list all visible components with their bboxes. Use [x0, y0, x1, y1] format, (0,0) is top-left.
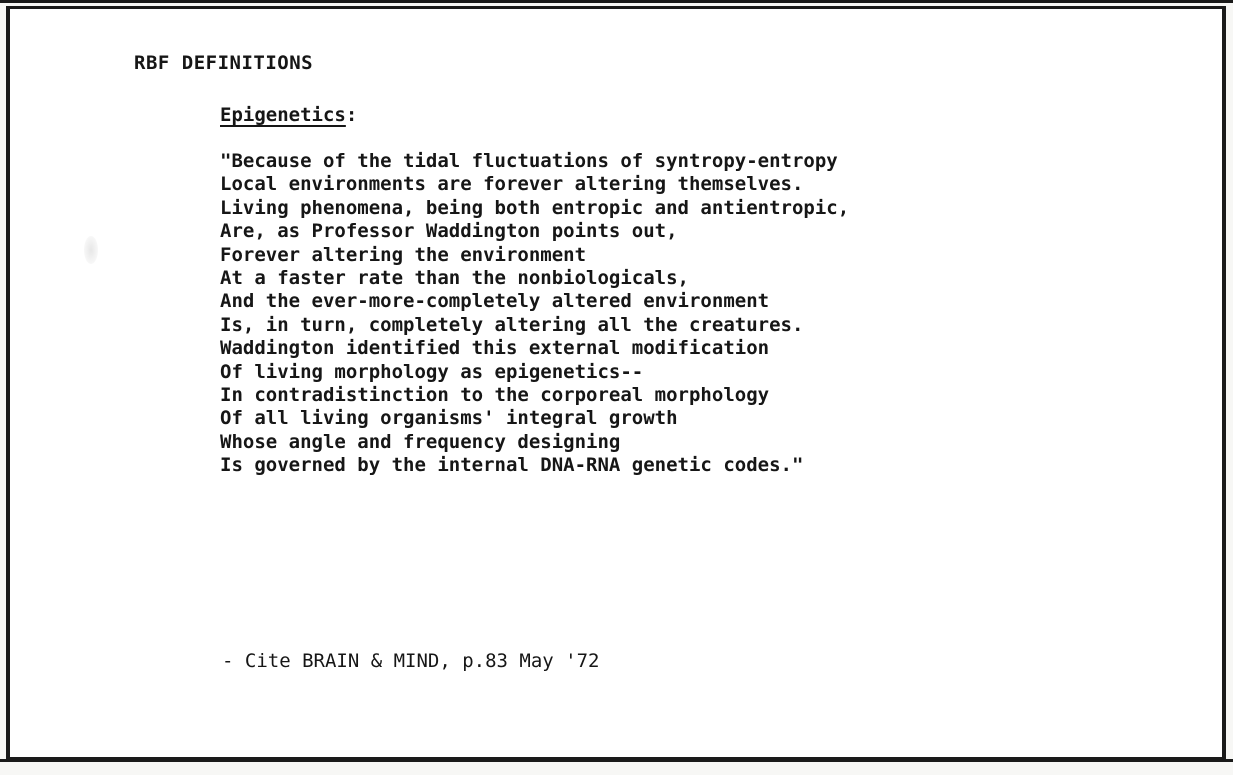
quote-line: Of living morphology as epigenetics-- [220, 360, 644, 383]
quote-line: Living phenomena, being both entropic and antientropic, [220, 196, 850, 219]
top-border-rule [0, 0, 1233, 3]
term-word: Epigenetics [220, 104, 346, 126]
definition-quote [220, 150, 849, 478]
quote-line: Is governed by the internal DNA-RNA genetic codes." [220, 454, 804, 477]
quote-line: Whose angle and frequency designing [220, 430, 621, 453]
paper-smudge [84, 236, 98, 264]
bottom-border-rule [0, 759, 1233, 762]
quote-line: Is, in turn, completely altering all the creatures. [220, 313, 804, 336]
quote-line: Are, as Professor Waddington points out, [220, 220, 678, 243]
quote-line: In contradistinction to the corporeal morphology [220, 384, 770, 407]
quote-line: Waddington identified this external modification [220, 337, 770, 360]
quote-line: At a faster rate than the nonbiologicals, [220, 267, 689, 290]
quote-line: "Because of the tidal fluctuations of syntropy-entropy [220, 150, 838, 172]
citation-line: - Cite BRAIN & MIND, p.83 May '72 [222, 650, 600, 672]
page-header: RBF DEFINITIONS [134, 52, 314, 74]
term-colon: : [345, 104, 358, 126]
quote-line: Local environments are forever altering themselves. [220, 173, 804, 196]
quote-line: And the ever-more-completely altered environment [220, 290, 770, 313]
term-heading [220, 104, 357, 126]
quote-line: Of all living organisms' integral growth [220, 407, 678, 430]
quote-line: Forever altering the environment [220, 243, 587, 266]
